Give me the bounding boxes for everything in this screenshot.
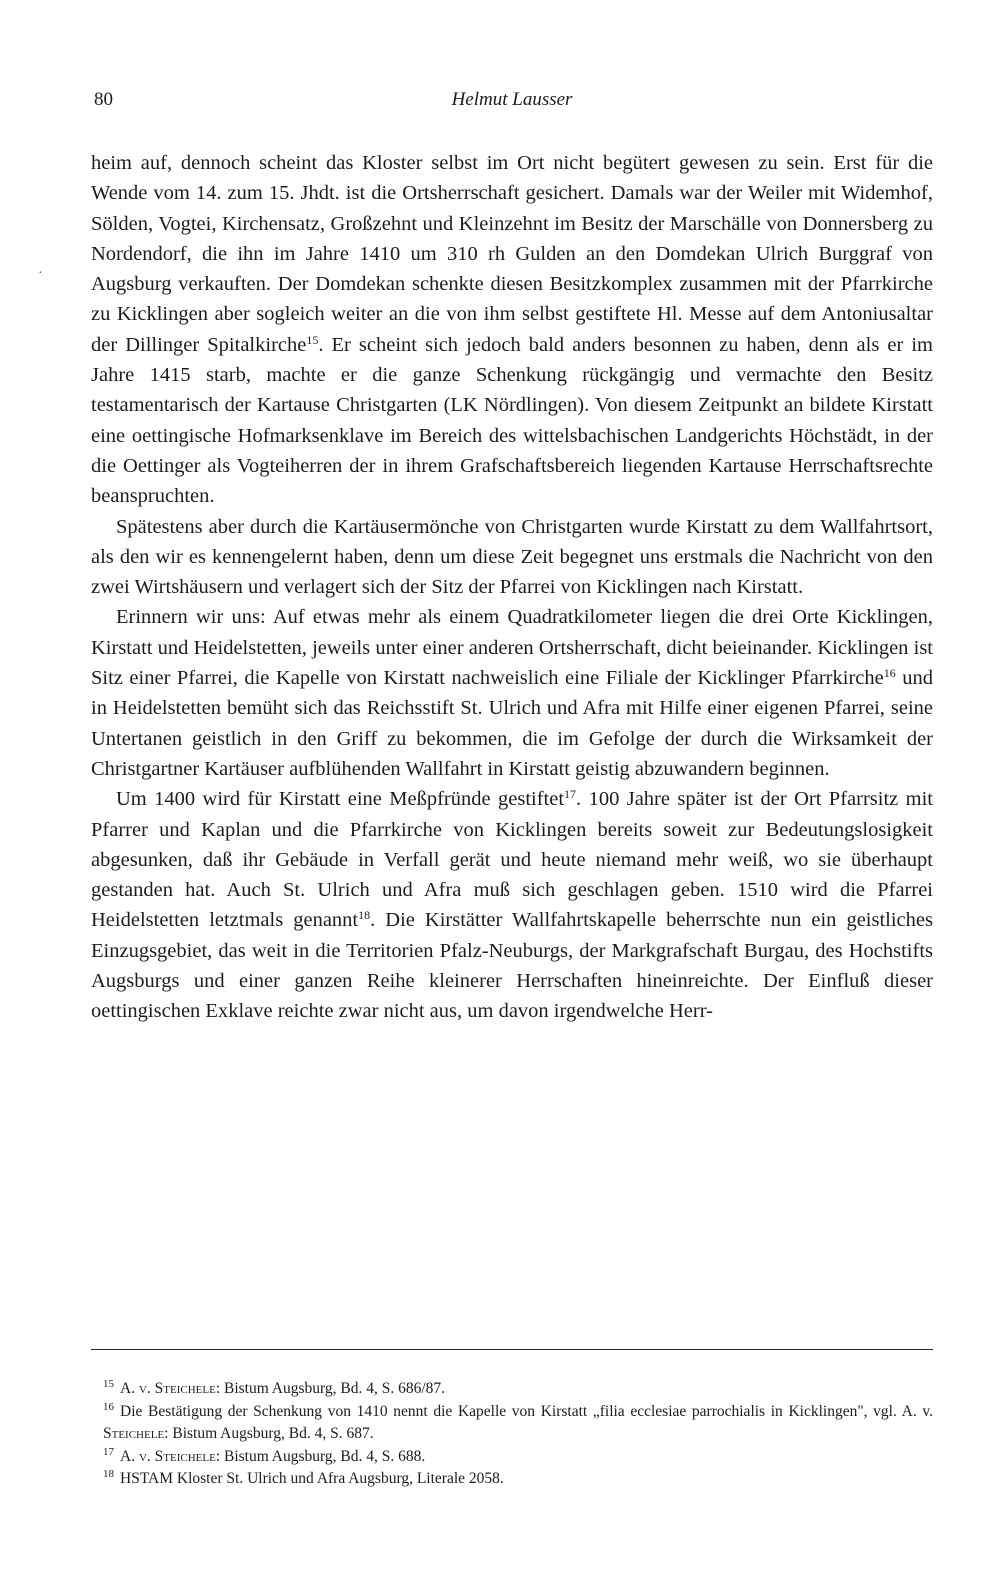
footnote-divider [91,1349,933,1350]
footnote-16 [91,1401,933,1446]
footnote-ref[interactable]: 15 [306,332,319,347]
paragraph-text: . 100 Jahre später ist der Ort Pfarrsitz mit Pfarrer und Kaplan und die Pfarrkirche von Kicklingen bereits soweit zur Bedeutungslosigkeit abgesunken, daß ihr Gebäude in Verfall gerät und heute niemand mehr weiß, wo sie überhaupt gestanden hat. Auch St. Ulrich und Afra muß sich geschlagen geben. 1510 wird die Pfarrei Heidelstetten letztmals genannt [91,788,933,932]
paragraph-text: . Er scheint sich jedoch bald anders besonnen zu haben, denn als er im Jahre 1415 starb, machte er die ganze Schenkung rückgängig und vermachte den Besitz testamentarisch der Kartause Christgarten (LK Nördlingen). Von diesem Zeitpunkt an bildete Kirstatt eine oettingische Hofmarksenklave im Bereich des wittelsbachischen Landgerichts Höchstädt, in der die Oettinger als Vogteiherren der in ihrem Grafschaftsbereich liegenden Kartause Herrschaftsrechte beanspruchten. [91,333,933,508]
footnote-author: A. v. Steichele [120,1447,216,1465]
footnote-ref[interactable]: 17 [564,787,577,802]
margin-mark: · [38,266,43,281]
footnote-author: Steichele [103,1425,165,1442]
running-head: Helmut Lausser [451,89,573,110]
footnote-number: 18 [103,1468,114,1480]
paragraph-text: heim auf, dennoch scheint das Kloster selbst im Ort nicht begütert gewesen zu sein. Erst für die Wende vom 14. zum 15. Jhdt. ist die Ortsherrschaft gesichert. Damals war der Weiler mit Widemhof, Sölden, Vogtei, Kirchensatz, Großzehnt und Kleinzehnt im Besitz der Marschälle von Donnersberg zu Nordendorf, die ihn im Jahre 1410 um 310 rh Gulden an den Domdekan Ulrich Burggraf von Augsburg verkauften. Der Domdekan schenkte diesen Besitzkomplex zusammen mit der Pfarrkirche zu Kicklingen aber sogleich weiter an die von ihm selbst gestiftete Hl. Messe auf dem Antoniusaltar der Dillinger Spitalkirche [91,152,933,356]
paragraph-text: . Die Kirstätter Wallfahrtskapelle beherrschte nun ein geistliches Einzugsgebiet, das weit in die Territorien Pfalz-Neuburgs, der Markgrafschaft Burgau, des Hochstifts Augsburgs und einer ganzen Reihe kleinerer Herrschaften hineinreichte. Der Einfluß dieser oettingischen Exklave reichte zwar nicht aus, um davon irgendwelche Herr- [91,909,933,1023]
paragraph-text: und in Heidelstetten bemüht sich das Reichsstift St. Ulrich und Afra mit Hilfe einer eigenen Pfarrei, seine Untertanen geistlich in den Griff zu bekommen, die im Gefolge der durch die Wirksamkeit der Christgartner Kartäuser aufblühenden Wallfahrt in Kirstatt geistig abzuwandern beginnen. [91,667,933,780]
footnote-ref[interactable]: 16 [883,666,896,681]
paragraph-1 [91,148,933,512]
paragraph-4 [91,784,933,1026]
footnote-number: 16 [103,1400,114,1413]
body-text [91,148,933,1027]
footnote-18 [91,1468,933,1491]
paragraph-text: Erinnern wir uns: Auf etwas mehr als einem Quadratkilometer liegen die drei Orte Kicklingen, Kirstatt und Heidelstetten, jeweils unter einer anderen Ortsherrschaft, dicht beieinander. Kicklingen ist Sitz einer Pfarrei, die Kapelle von Kirstatt nachweislich eine Filiale der Kicklinger Pfarrkirche [91,606,933,690]
footnote-text: Die Bestätigung der Schenkung von 1410 nennt die Kapelle von Kirstatt „filia ecclesiae parrochialis in Kicklingen", vgl. A. v. [120,1402,933,1420]
footnote-text: HSTAM Kloster St. Ulrich und Afra Augsburg, Literale 2058. [120,1470,504,1487]
page-number: 80 [94,89,113,110]
footnote-text: : Bistum Augsburg, Bd. 4, S. 686/87. [215,1380,446,1397]
paragraph-text: Um 1400 wird für Kirstatt eine Meßpfründe gestiftet [116,788,565,811]
paragraph-3 [91,602,933,784]
footnote-author: A. v. Steichele [120,1380,216,1397]
paragraph-2 [91,512,933,603]
footnotes [91,1378,933,1491]
footnote-number: 15 [103,1378,114,1390]
footnote-15 [91,1378,933,1401]
footnote-text: : Bistum Augsburg, Bd. 4, S. 687. [164,1425,374,1442]
page-header [91,89,933,115]
footnote-text: : Bistum Augsburg, Bd. 4, S. 688. [215,1447,426,1465]
footnote-ref[interactable]: 18 [358,908,371,923]
footnote-17 [91,1446,933,1469]
paragraph-text: Spätestens aber durch die Kartäusermönche von Christgarten wurde Kirstatt zu dem Wallfahrtsort, als den wir es kennengelernt haben, denn um diese Zeit begegnet uns erstmals die Nachricht von den zwei Wirtshäusern und verlagert sich der Sitz der Pfarrei von Kicklingen nach Kirstatt. [91,515,933,599]
footnote-number: 17 [103,1445,114,1458]
